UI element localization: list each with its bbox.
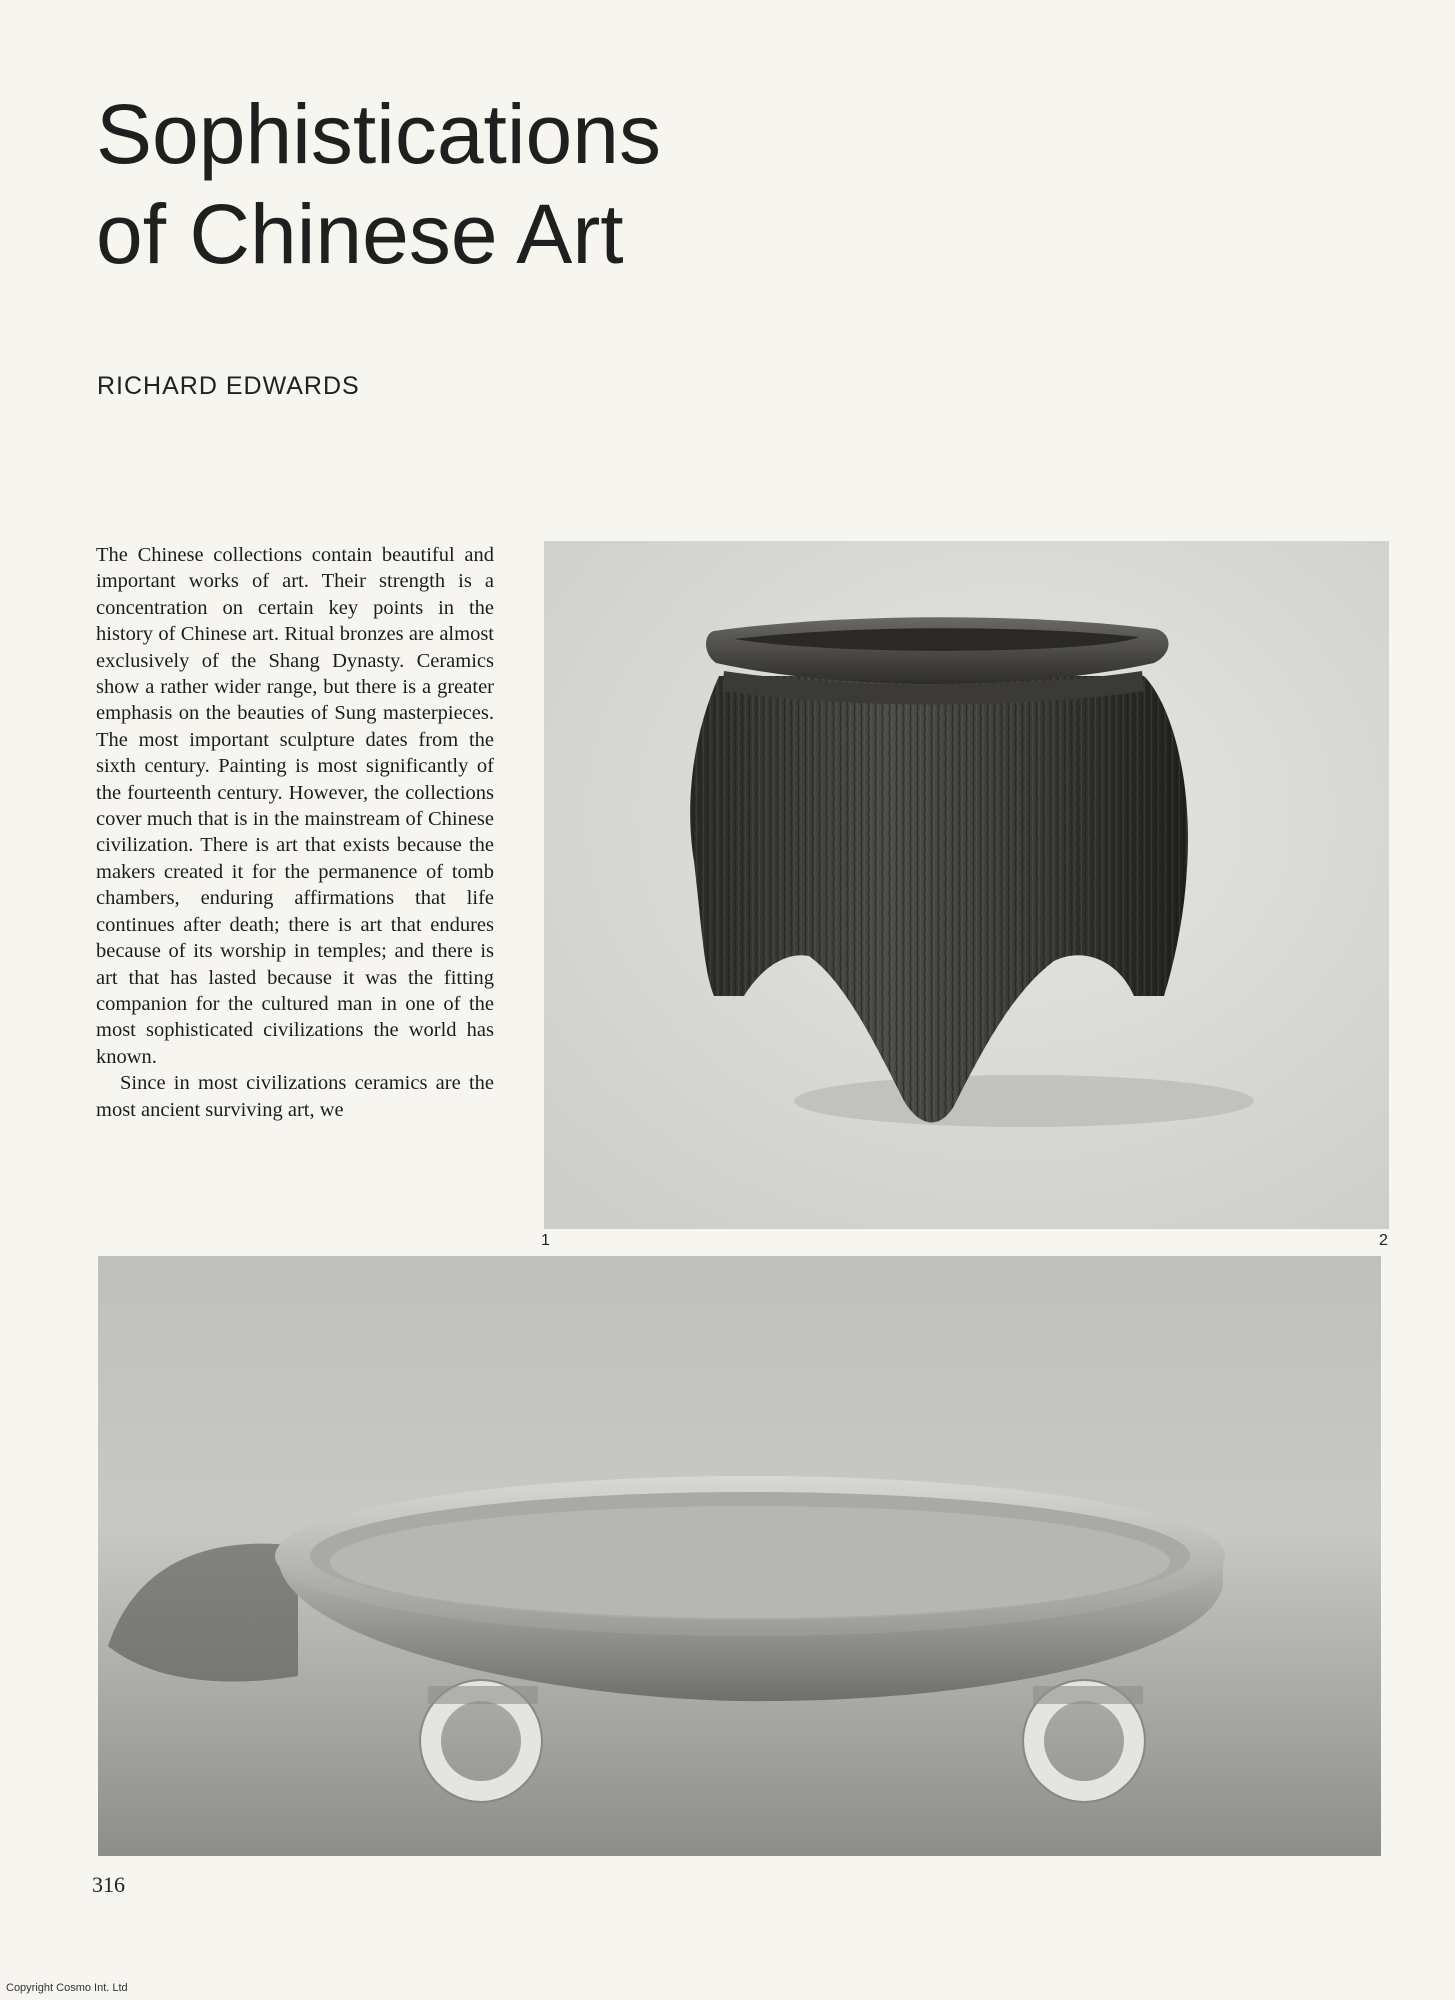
body-paragraph-2: Since in most civilizations ceramics are the most ancient surviving art, we — [96, 1072, 494, 1121]
copyright-notice: Copyright Cosmo Int. Ltd — [6, 1982, 128, 1994]
figure-1-number: 1 — [541, 1232, 550, 1249]
author-byline: RICHARD EDWARDS — [97, 372, 360, 400]
figure-2-footed-dish-photo — [98, 1256, 1381, 1856]
figure-2-number: 2 — [1379, 1232, 1388, 1249]
article-title-line1: Sophistications — [96, 87, 661, 181]
body-paragraph-1: The Chinese collections contain beautiful and important works of art. Their strength is a concentration on certain key points in the history of Chinese art. Ritual bronzes are almost exclusively of the Shang Dynasty. Ceramics show a rather wider range, but there is a greater emphasis on the beauties of Sung masterpieces. The most important sculpture dates from the sixth century. Painting is most significantly of the fourteenth century. However, the collections cover much that is in the mainstream of Chinese civilization. There is art that exists because the makers created it for the permanence of tomb chambers, enduring affirmations that life continues after death; there is art that endures because of its worship in temples; and there is art that has lasted because it was the fitting companion for the cultured man in one of the most sophisticated civilizations the world has known. — [96, 544, 494, 1068]
body-text-column — [96, 542, 494, 1123]
article-title — [96, 84, 996, 284]
page-number: 316 — [92, 1872, 125, 1897]
figure-1-tripod-vessel-photo — [544, 541, 1389, 1229]
article-title-line2: of Chinese Art — [96, 187, 624, 281]
